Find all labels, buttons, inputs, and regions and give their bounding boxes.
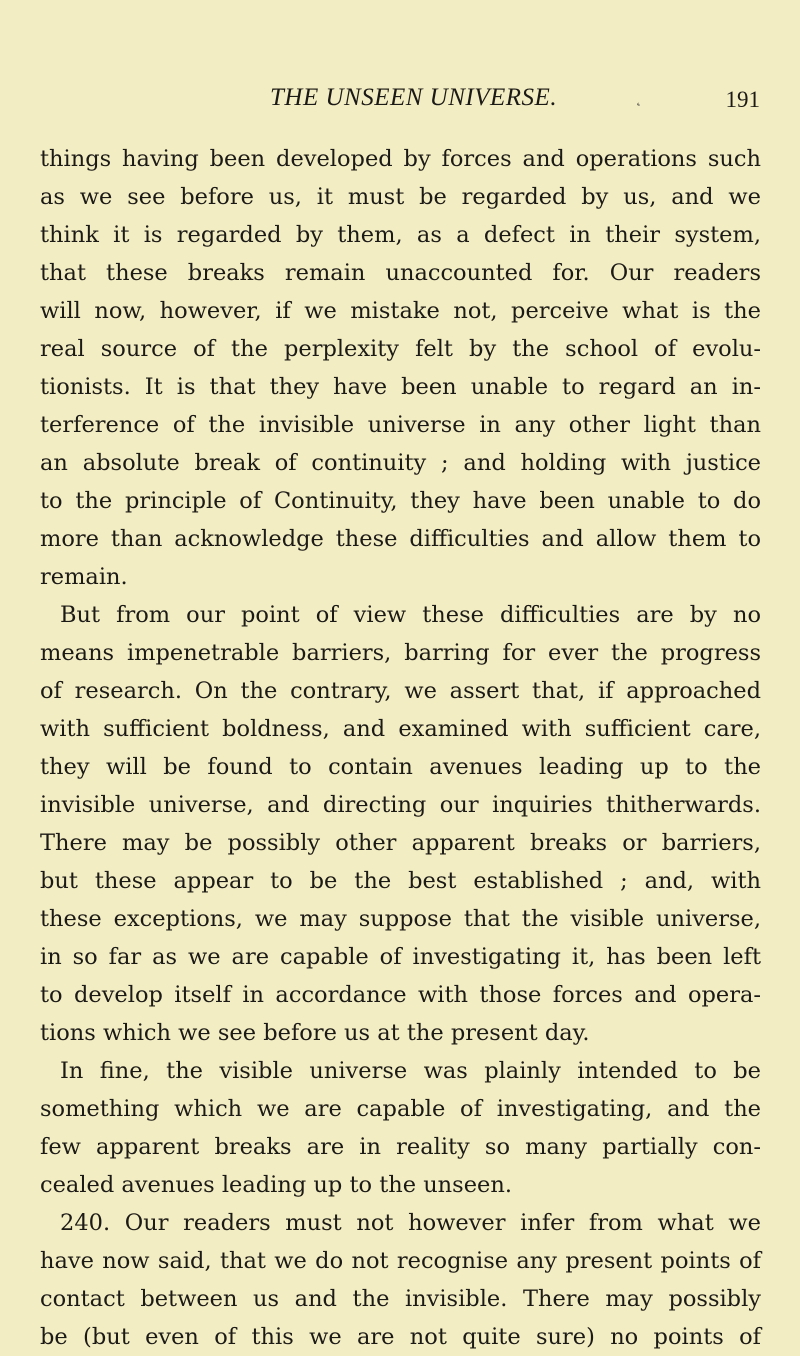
- body-text: [40, 140, 761, 1356]
- text-line: have now said, that we do not recognise any present points of: [40, 1248, 761, 1274]
- running-title: THE UNSEEN UNIVERSE.: [270, 84, 558, 111]
- text-line: cealed avenues leading up to the unseen.: [40, 1172, 512, 1198]
- running-head: [40, 84, 760, 114]
- text-line: be (but even of this we are not quite sure) no points of: [40, 1324, 761, 1350]
- text-line: There may be possibly other apparent breaks or barriers,: [40, 830, 761, 856]
- text-line: few apparent breaks are in reality so many partially con-: [40, 1134, 761, 1160]
- text-line: they will be found to contain avenues leading up to the: [40, 754, 761, 780]
- text-line: will now, however, if we mistake not, perceive what is the: [40, 298, 761, 324]
- text-line: terference of the invisible universe in any other light than: [40, 412, 761, 438]
- text-line: In fine, the visible universe was plainly intended to be: [60, 1058, 761, 1084]
- text-line: remain.: [40, 564, 128, 590]
- text-line: things having been developed by forces and operations such: [40, 146, 761, 172]
- text-line: contact between us and the invisible. There may possibly: [40, 1286, 761, 1312]
- text-line: think it is regarded by them, as a defect in their system,: [40, 222, 761, 248]
- text-line: tionists. It is that they have been unable to regard an in-: [40, 374, 761, 400]
- text-line: more than acknowledge these difficulties and allow them to: [40, 526, 761, 552]
- text-line: these exceptions, we may suppose that the visible universe,: [40, 906, 761, 932]
- text-line: tions which we see before us at the present day.: [40, 1020, 590, 1046]
- text-line: But from our point of view these difficulties are by no: [60, 602, 761, 628]
- text-line: in so far as we are capable of investigating it, has been left: [40, 944, 761, 970]
- text-line: but these appear to be the best established ; and, with: [40, 868, 761, 894]
- text-line: real source of the perplexity felt by the school of evolu-: [40, 336, 761, 362]
- text-line: means impenetrable barriers, barring for ever the progress: [40, 640, 761, 666]
- text-line: 240. Our readers must not however infer from what we: [60, 1210, 761, 1236]
- text-line: something which we are capable of investigating, and the: [40, 1096, 761, 1122]
- text-line: of research. On the contrary, we assert that, if approached: [40, 678, 761, 704]
- text-line: as we see before us, it must be regarded by us, and we: [40, 184, 761, 210]
- text-line: that these breaks remain unaccounted for. Our readers: [40, 260, 761, 286]
- text-line: to develop itself in accordance with those forces and opera-: [40, 982, 761, 1008]
- text-line: an absolute break of continuity ; and holding with justice: [40, 450, 761, 476]
- text-line: to the principle of Continuity, they have been unable to do: [40, 488, 761, 514]
- page-number: 191: [725, 87, 760, 112]
- margin-mark: ˛: [635, 91, 642, 107]
- text-line: with sufficient boldness, and examined with sufficient care,: [40, 716, 761, 742]
- text-line: invisible universe, and directing our inquiries thitherwards.: [40, 792, 761, 818]
